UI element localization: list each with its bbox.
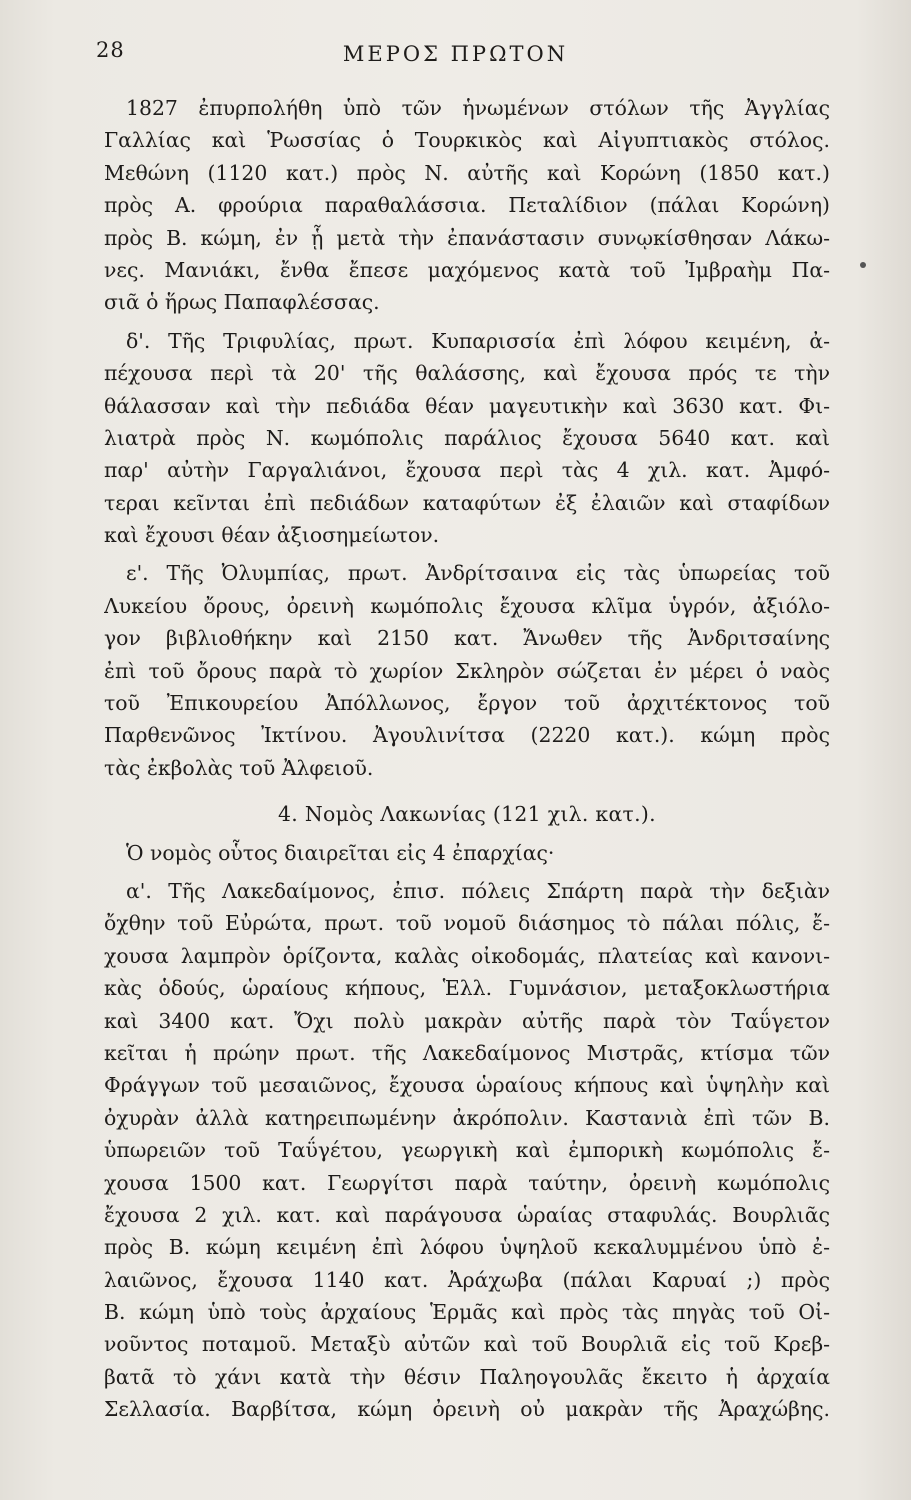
text-line: Σελλασία. Βαρβίτσα, κώμη ὀρεινὴ οὐ μακρὰν τῆς Ἀραχώβης. [104, 1397, 830, 1422]
text-line: βατᾶ τὸ χάνι κατὰ τὴν θέσιν Παληογουλᾶς ἔκειτο ἡ ἀρχαία [104, 1364, 830, 1389]
text-line: κὰς ὁδούς, ὡραίους κήπους, Ἑλλ. Γυμνάσιον, μεταξοκλωστήρια [104, 976, 830, 1001]
text-line: λιατρὰ πρὸς Ν. κωμόπολις παράλιος ἔχουσα 5640 κατ. καὶ [104, 425, 830, 450]
page-number: 28 [96, 38, 125, 62]
text-line: 1827 ἐπυρπολήθη ὑπὸ τῶν ἡνωμένων στόλων τῆς Ἀγγλίας [126, 96, 830, 120]
running-head: ΜΕΡΟΣ ΠΡΩΤΟΝ [342, 42, 569, 66]
text-line: πρὸς Β. κώμη κειμένη ἐπὶ λόφου ὑψηλοῦ κεκαλυμμένου ὑπὸ ἐ- [104, 1235, 830, 1260]
text-line: ὄχθην τοῦ Εὐρώτα, πρωτ. τοῦ νομοῦ διάσημος τὸ πάλαι πόλις, ἔ- [104, 911, 830, 936]
text-line: παρ' αὐτὴν Γαργαλιάνοι, ἔχουσα περὶ τὰς 4 χιλ. κατ. Ἀμφό- [104, 458, 830, 483]
text-line: ἔχουσα 2 χιλ. κατ. καὶ παράγουσα ὡραίας σταφυλάς. Βουρλιᾶς [104, 1202, 830, 1227]
page-header [96, 34, 815, 74]
text-line: πέχουσα περὶ τὰ 20' τῆς θαλάσσης, καὶ ἔχουσα πρός τε τὴν [104, 361, 830, 386]
text-line: Β. κώμη ὑπὸ τοὺς ἀρχαίους Ἑρμᾶς καὶ πρὸς τὰς πηγὰς τοῦ Οἰ- [104, 1300, 830, 1325]
text-line: τεραι κεῖνται ἐπὶ πεδιάδων καταφύτων ἐξ ἐλαιῶν καὶ σταφίδων [104, 490, 830, 515]
text-line: Γαλλίας καὶ Ῥωσσίας ὁ Τουρκικὸς καὶ Αἰγυπτιακὸς στόλος. [104, 128, 830, 153]
text-line: θάλασσαν καὶ τὴν πεδιάδα θέαν μαγευτικὴν καὶ 3630 κατ. Φι- [104, 393, 830, 418]
text-line: χουσα 1500 κατ. Γεωργίτσι παρὰ ταύτην, ὀρεινὴ κωμόπολις [104, 1170, 830, 1195]
text-line: νοῦντος ποταμοῦ. Μεταξὺ αὐτῶν καὶ τοῦ Βουρλιᾶ εἰς τοῦ Κρεβ- [104, 1332, 830, 1357]
text-line: α'. Τῆς Λακεδαίμονος, ἐπισ. πόλεις Σπάρτη παρὰ τὴν δεξιὰν [126, 878, 830, 903]
ink-speck [860, 262, 866, 268]
text-line: τὰς ἐκβολὰς τοῦ Ἀλφειοῦ. [104, 755, 374, 780]
text-line: ὀχυρὰν ἀλλὰ κατηρειπωμένην ἀκρόπολιν. Καστανιὰ ἐπὶ τῶν Β. [104, 1105, 830, 1130]
text-line: πρὸς Β. κώμη, ἐν ᾗ μετὰ τὴν ἐπανάστασιν συνῳκίσθησαν Λάκω- [104, 225, 830, 250]
text-line: Μεθώνη (1120 κατ.) πρὸς Ν. αὐτῆς καὶ Κορώνη (1850 κατ.) [104, 160, 830, 185]
section-heading: 4. Νομὸς Λακωνίας (121 χιλ. κατ.). [278, 802, 656, 827]
text-line: Ὁ νομὸς οὗτος διαιρεῖται εἰς 4 ἐπαρχίας· [126, 840, 555, 865]
text-line: καὶ 3400 κατ. Ὄχι πολὺ μακρὰν αὐτῆς παρὰ τὸν Ταΰγετον [104, 1008, 830, 1033]
text-line: Φράγγων τοῦ μεσαιῶνος, ἔχουσα ὡραίους κήπους καὶ ὑψηλὴν καὶ [104, 1073, 830, 1098]
text-line: Παρθενῶνος Ἰκτίνου. Ἀγουλινίτσα (2220 κατ.). κώμη πρὸς [104, 723, 830, 748]
text-line: ὑπωρειῶν τοῦ Ταΰγέτου, γεωργικὴ καὶ ἐμπορικὴ κωμόπολις ἔ- [104, 1138, 830, 1163]
text-line: καὶ ἔχουσι θέαν ἀξιοσημείωτον. [104, 523, 440, 548]
text-line: λαιῶνος, ἔχουσα 1140 κατ. Ἀράχωβα (πάλαι Καρυαί ;) πρὸς [104, 1267, 830, 1292]
text-line: Λυκείου ὄρους, ὀρεινὴ κωμόπολις ἔχουσα κλῖμα ὑγρόν, ἀξιόλο- [104, 593, 830, 618]
text-line: κεῖται ἡ πρώην πρωτ. τῆς Λακεδαίμονος Μιστρᾶς, κτίσμα τῶν [104, 1040, 830, 1065]
text-line: γον βιβλιοθήκην καὶ 2150 κατ. Ἄνωθεν τῆς Ἀνδριτσαίνης [104, 626, 830, 651]
text-line: ἐπὶ τοῦ ὄρους παρὰ τὸ χωρίον Σκληρὸν σώζεται ἐν μέρει ὁ ναὸς [104, 658, 830, 683]
text-line: τοῦ Ἐπικουρείου Ἀπόλλωνος, ἔργον τοῦ ἀρχιτέκτονος τοῦ [104, 691, 830, 716]
text-line: δ'. Τῆς Τριφυλίας, πρωτ. Κυπαρισσία ἐπὶ λόφου κειμένη, ἀ- [126, 328, 830, 353]
text-line: πρὸς Α. φρούρια παραθαλάσσια. Πεταλίδιον (πάλαι Κορώνη) [104, 193, 830, 218]
text-line: ε'. Τῆς Ὀλυμπίας, πρωτ. Ἀνδρίτσαινα εἰς τὰς ὑπωρείας τοῦ [126, 561, 830, 586]
text-line: χουσα λαμπρὸν ὁρίζοντα, καλὰς οἰκοδομάς, πλατείας καὶ κανονι- [104, 943, 830, 968]
text-line: νες. Μανιάκι, ἔνθα ἔπεσε μαχόμενος κατὰ τοῦ Ἰμβραὴμ Πα- [104, 257, 830, 282]
page-body [104, 92, 830, 1426]
text-line: σιᾶ ὁ ἥρως Παπαφλέσσας. [104, 290, 380, 315]
